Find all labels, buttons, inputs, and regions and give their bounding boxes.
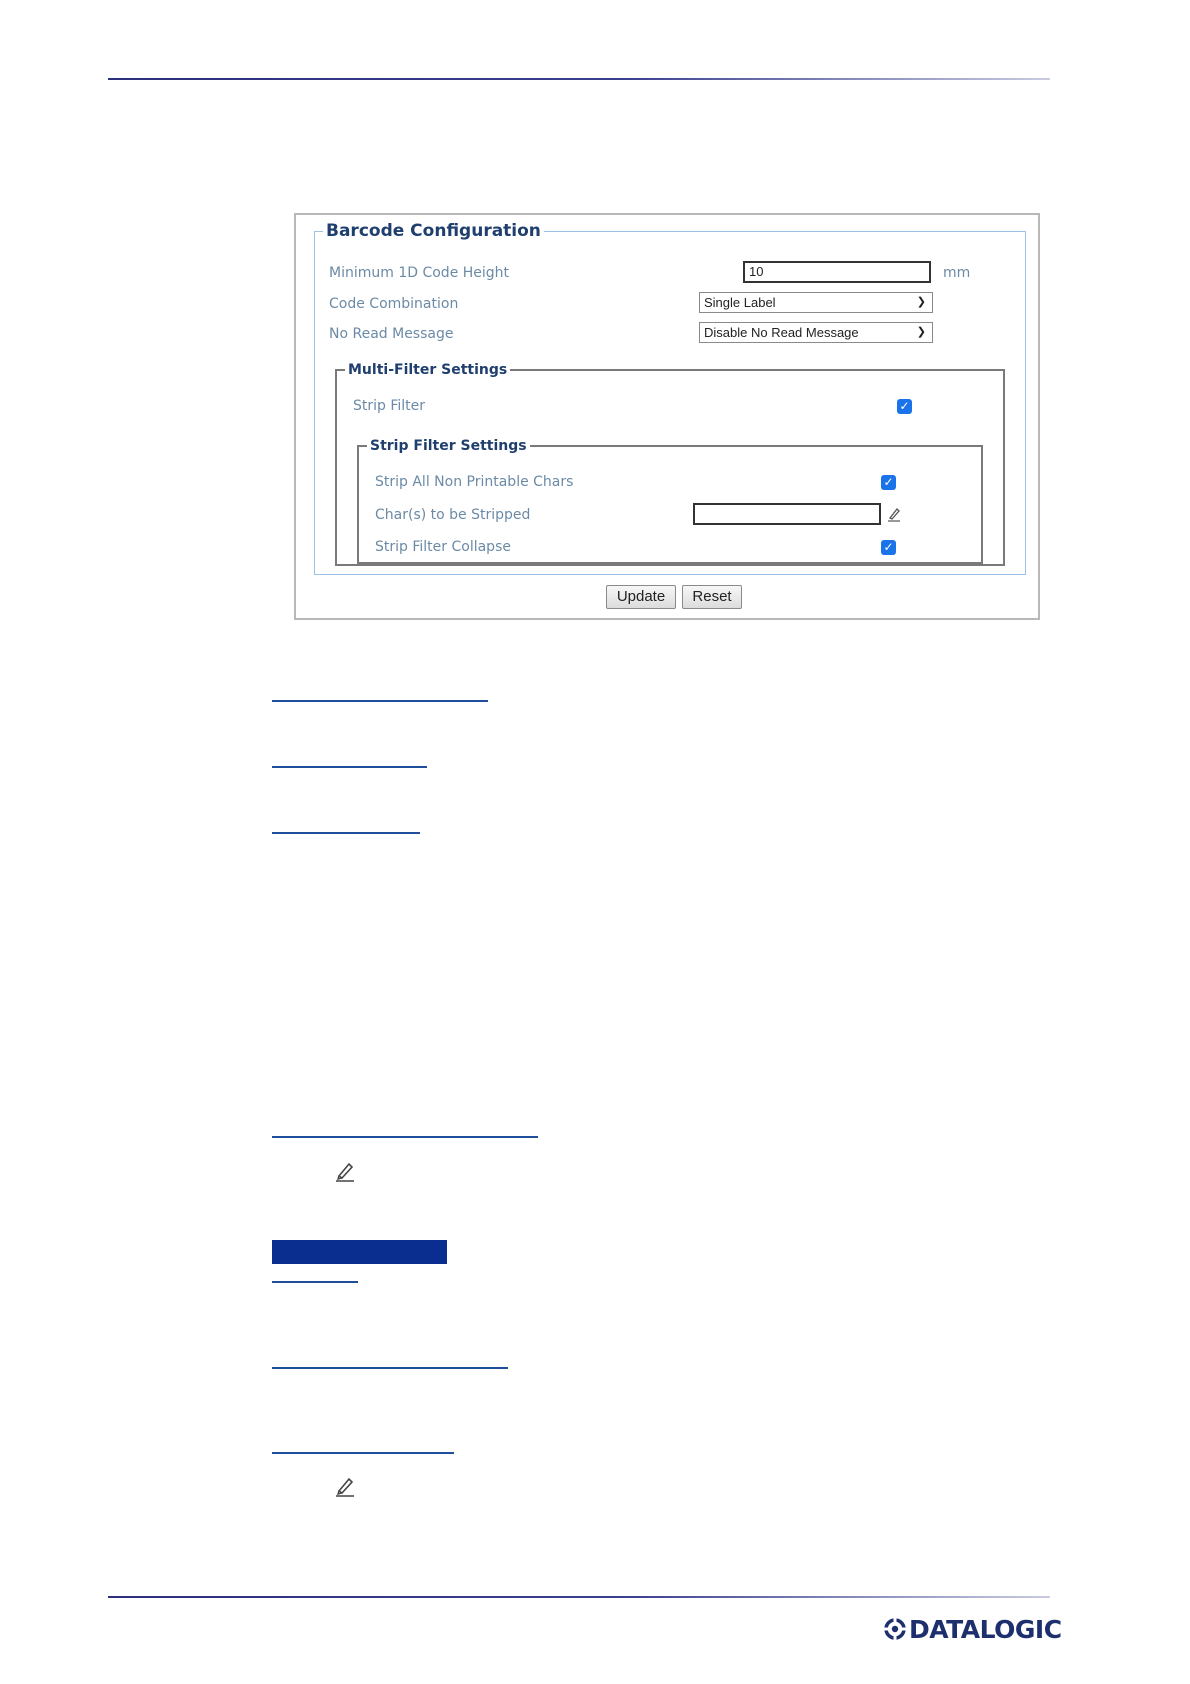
multi-filter-settings-group	[335, 362, 1005, 566]
strip-filter-checkbox[interactable]	[897, 399, 912, 414]
strip-filter-settings-group	[357, 438, 983, 564]
barcode-configuration-legend: Barcode Configuration	[326, 221, 541, 241]
code-combination-value: Single Label	[704, 295, 776, 310]
chevron-down-icon: ❯	[916, 326, 926, 338]
code-combination-label: Code Combination	[329, 296, 459, 312]
barcode-configuration-group	[314, 221, 1026, 575]
update-button[interactable]: Update	[606, 585, 676, 609]
link-underline[interactable]	[272, 1367, 508, 1369]
link-underline[interactable]	[272, 1281, 358, 1283]
chars-to-strip-input[interactable]	[693, 503, 881, 525]
checkmark-icon: ✓	[899, 399, 910, 413]
multi-filter-settings-legend: Multi-Filter Settings	[348, 362, 508, 378]
link-underline[interactable]	[272, 1452, 454, 1454]
link-underline[interactable]	[272, 1136, 538, 1138]
link-underline[interactable]	[272, 766, 427, 768]
checkmark-icon: ✓	[883, 540, 894, 554]
no-read-message-label: No Read Message	[329, 326, 454, 342]
datalogic-logo-icon	[884, 1618, 906, 1640]
strip-filter-label: Strip Filter	[353, 398, 426, 414]
barcode-config-screenshot	[294, 213, 1040, 620]
header-rule	[108, 78, 1050, 80]
strip-filter-collapse-checkbox[interactable]	[881, 540, 896, 555]
pencil-icon[interactable]	[887, 506, 901, 522]
checkmark-icon: ✓	[883, 475, 894, 489]
strip-filter-settings-legend: Strip Filter Settings	[370, 438, 527, 454]
pencil-icon	[334, 1475, 356, 1497]
strip-non-printable-checkbox[interactable]	[881, 475, 896, 490]
chars-to-strip-label: Char(s) to be Stripped	[375, 507, 531, 523]
chevron-down-icon: ❯	[916, 296, 926, 308]
no-read-message-value: Disable No Read Message	[704, 325, 859, 340]
datalogic-logo	[884, 1614, 1062, 1644]
footer-rule	[108, 1596, 1050, 1598]
strip-filter-collapse-label: Strip Filter Collapse	[375, 539, 511, 555]
link-underline[interactable]	[272, 700, 488, 702]
datalogic-logo-text: DATALOGIC	[909, 1614, 1062, 1644]
min-code-height-unit: mm	[943, 265, 971, 281]
pencil-icon	[334, 1160, 356, 1182]
no-read-message-select[interactable]	[699, 322, 933, 343]
reset-button[interactable]: Reset	[682, 585, 742, 609]
link-underline[interactable]	[272, 832, 420, 834]
min-code-height-input[interactable]: 10	[743, 261, 931, 283]
min-code-height-label: Minimum 1D Code Height	[329, 265, 510, 281]
strip-non-printable-label: Strip All Non Printable Chars	[375, 474, 574, 490]
code-combination-select[interactable]	[699, 292, 933, 313]
section-highlight-bar	[272, 1240, 447, 1264]
